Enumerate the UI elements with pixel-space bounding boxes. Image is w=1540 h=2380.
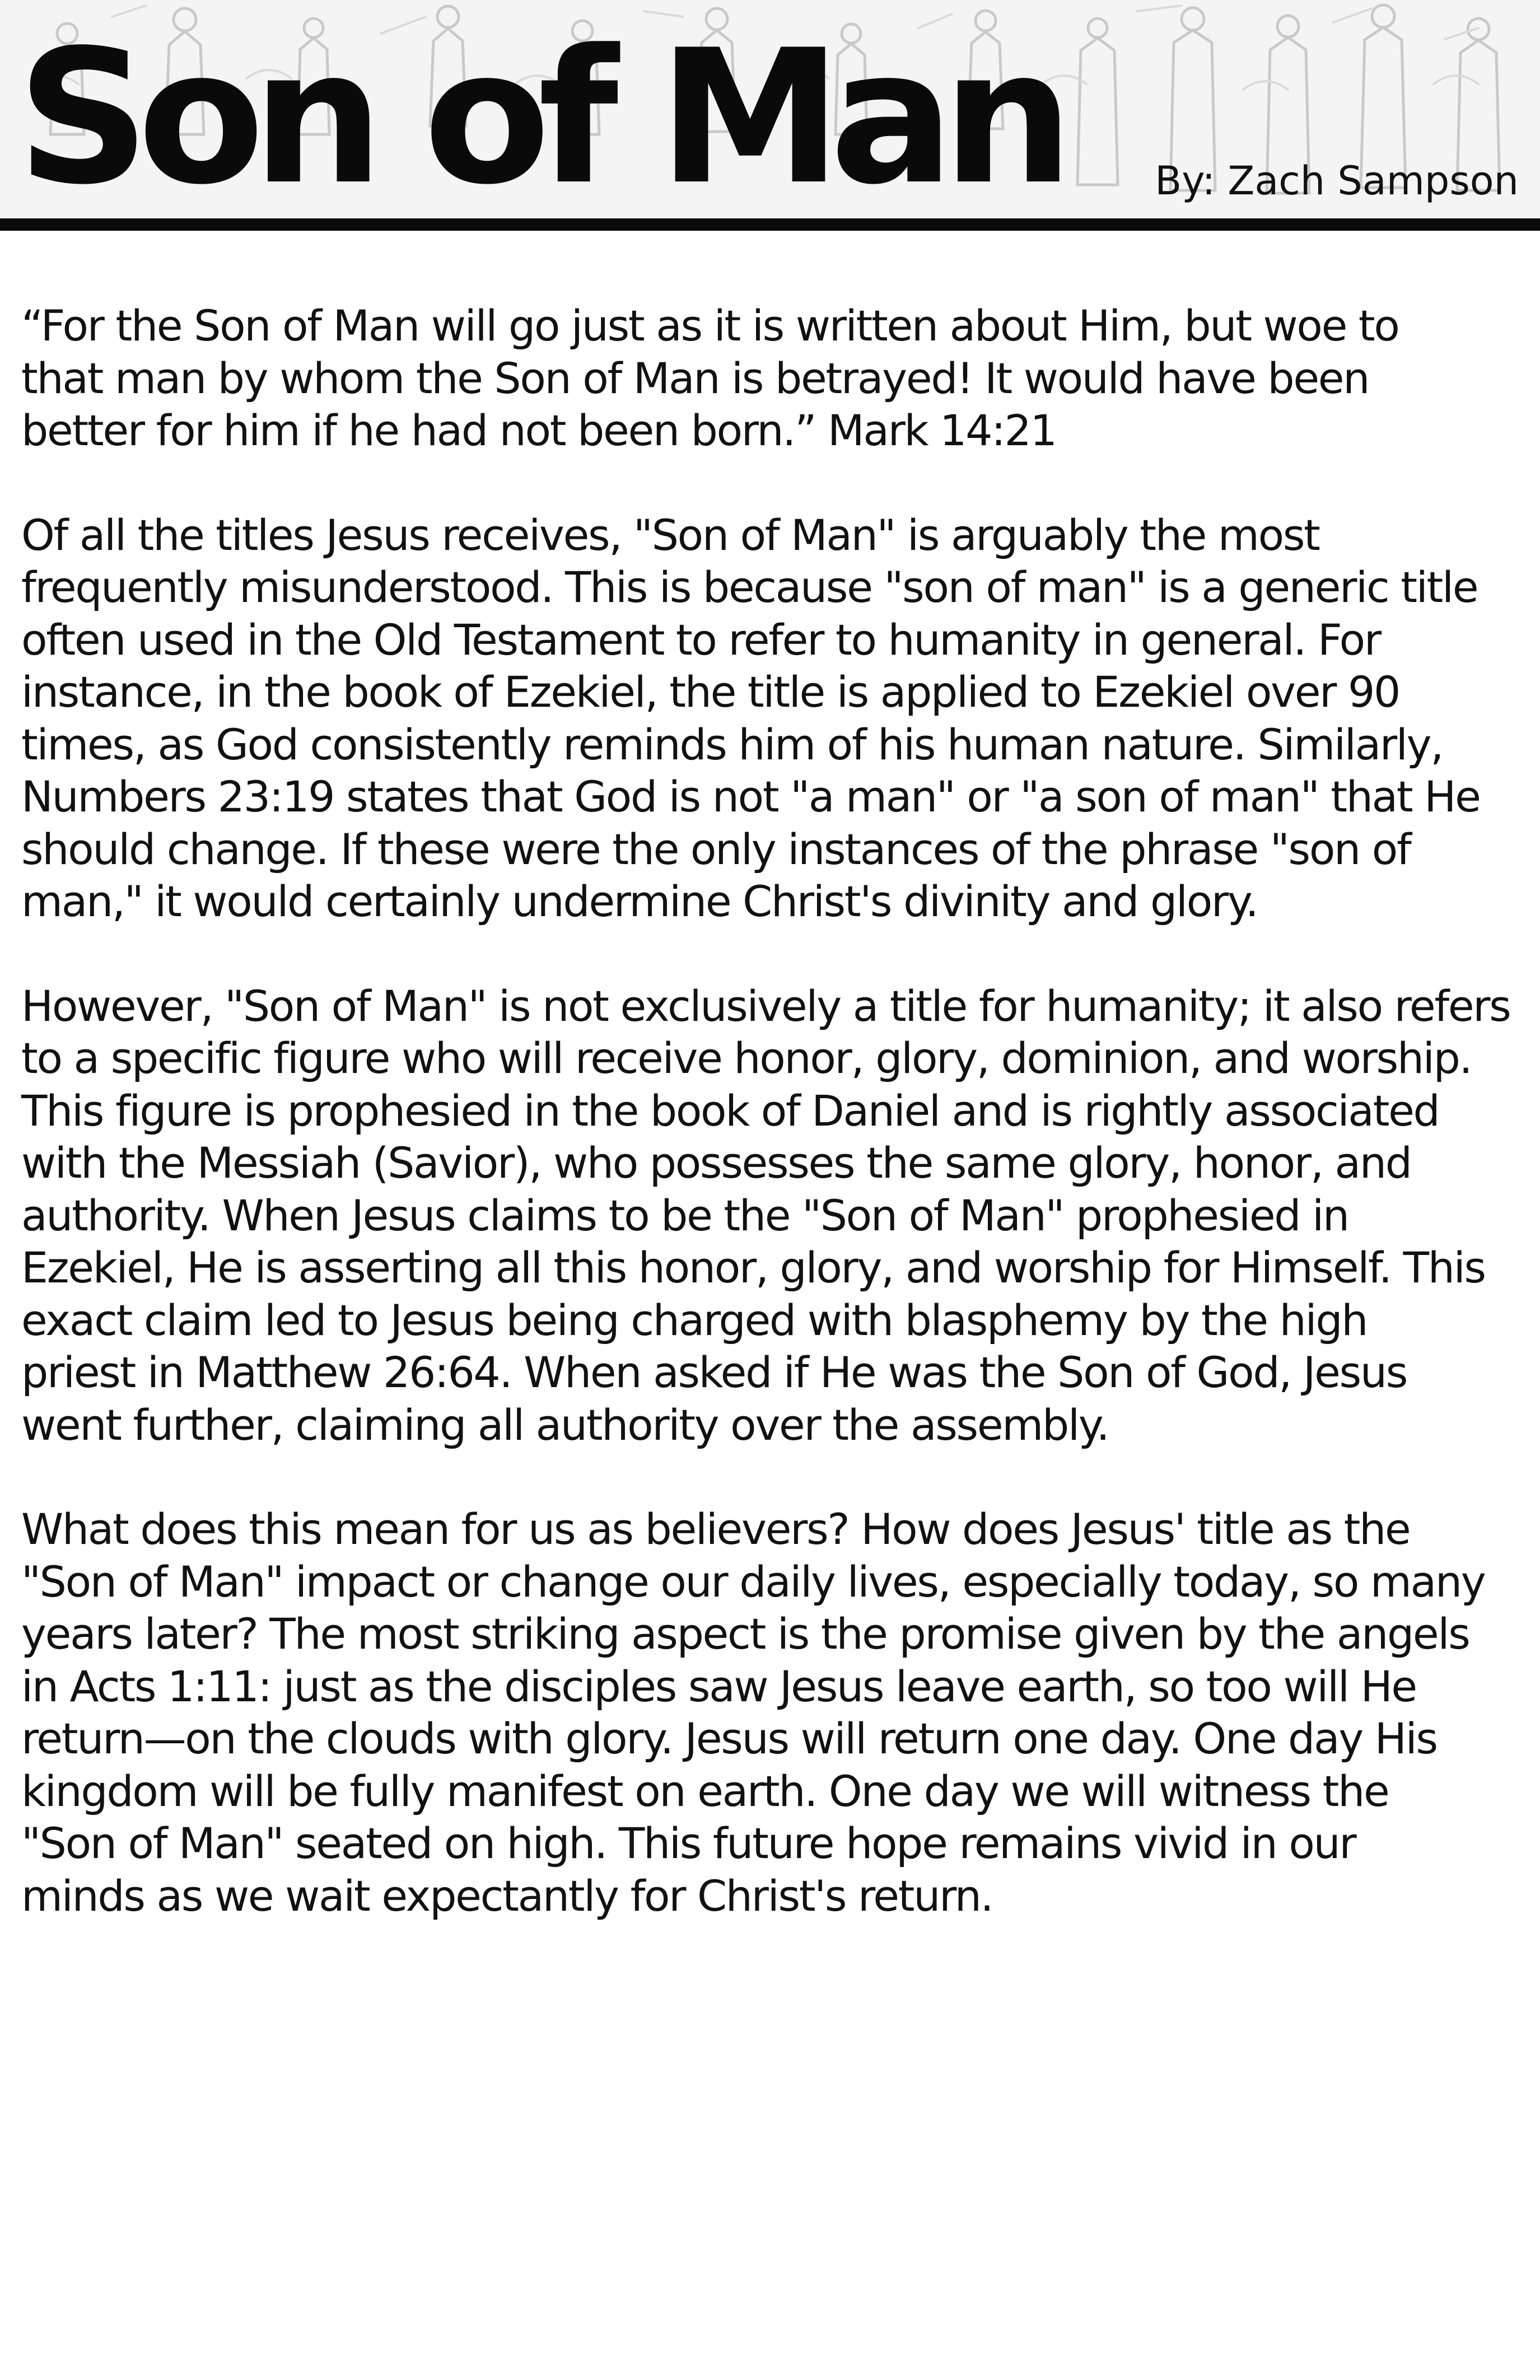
page-title: Son of Man	[17, 10, 1062, 218]
article-body	[21, 300, 1522, 1974]
body-paragraph: Of all the titles Jesus receives, "Son of Man" is arguably the most frequently misunderstood. This is because "son of man" is a generic title often used in the Old Testament to refer to humanity in general. For instance, in the book of Ezekiel, the title is applied to Ezekiel over 90 times, as God consistently reminds him of his human nature. Similarly, Numbers 23:19 states that God is not "a man" or "a son of man" that He should change. If these were the only instances of the phrase "son of man," it would certainly undermine Christ's divinity and glory.	[21, 510, 1480, 926]
scripture-quote-paragraph: “For the Son of Man will go just as it is written about Him, but woe to that man by whom the Son of Man is betrayed! It would have been better for him if he had not been born.” Mark 14:21	[21, 301, 1399, 455]
body-paragraph: However, "Son of Man" is not exclusively a title for humanity; it also refers to a specific figure who will receive honor, glory, dominion, and worship. This figure is prophesied in the book of Daniel and is rightly associated with the Messiah (Savior), who possesses the same glory, honor, and authority. When Jesus claims to be the "Son of Man" prophesied in Ezekiel, He is asserting all this honor, glory, and worship for Himself. This exact claim led to Jesus being charged with blasphemy by the high priest in Matthew 26:64. When asked if He was the Son of God, Jesus went further, claiming all authority over the assembly.	[21, 981, 1510, 1450]
header-divider	[0, 218, 1540, 231]
page-header	[0, 0, 1540, 218]
body-paragraph: What does this mean for us as believers? How does Jesus' title as the "Son of Man" impact or change our daily lives, especially today, so many years later? The most striking aspect is the promise given by the angels in Acts 1:11: just as the disciples saw Jesus leave earth, so too will He return—on the clouds with glory. Jesus will return one day. One day His kingdom will be fully manifest on earth. One day we will witness the "Son of Man" seated on high. This future hope remains vivid in our minds as we wait expectantly for Christ's return.	[21, 1504, 1485, 1921]
author-byline: By: Zach Sampson	[1155, 158, 1519, 204]
